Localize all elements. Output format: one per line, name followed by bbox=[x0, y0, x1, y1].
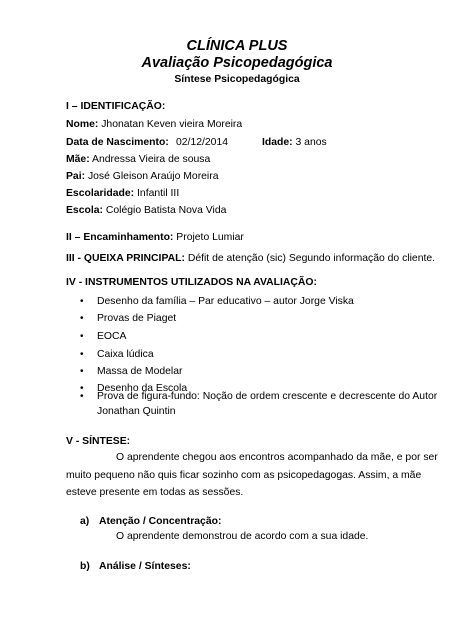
bullet-icon: • bbox=[80, 391, 84, 402]
sintese-line-1: O aprendente chegou aos encontros acompanhado da mãe, e por ser bbox=[116, 452, 438, 463]
clinic-name: CLÍNICA PLUS bbox=[186, 38, 288, 54]
bullet-icon: • bbox=[80, 366, 84, 377]
document-subtitle: Síntese Psicopedagógica bbox=[174, 74, 300, 85]
instrumento-item: Desenho da Escola bbox=[97, 383, 188, 394]
sintese-line-2: muito pequeno não quis ficar sozinho com as psicopedagogas. Assim, a mãe bbox=[66, 470, 422, 481]
escolaridade-row bbox=[66, 188, 179, 200]
idade-value: 3 anos bbox=[295, 137, 327, 148]
subsection-a-text: O aprendente demonstrou de acordo com a sua idade. bbox=[116, 531, 369, 542]
instrumento-item-continuation: Jonathan Quintin bbox=[97, 406, 176, 417]
instrumento-item: Massa de Modelar bbox=[97, 366, 183, 377]
escola-row bbox=[66, 205, 226, 217]
escolaridade-value: Infantil III bbox=[137, 188, 180, 199]
nome-value: Jhonatan Keven vieira Moreira bbox=[101, 119, 243, 130]
pai-value: José Gleison Araújo Moreira bbox=[87, 171, 219, 182]
queixa-row bbox=[66, 253, 435, 265]
instrumento-item: Desenho da família – Par educativo – autor Jorge Viska bbox=[97, 296, 354, 307]
subsection-b-heading: Análise / Sínteses: bbox=[99, 561, 191, 572]
identificacao-heading: I – IDENTIFICAÇÃO: bbox=[66, 101, 166, 112]
bullet-icon: • bbox=[80, 383, 84, 394]
instrumento-item: Provas de Piaget bbox=[97, 313, 177, 324]
subsection-b-marker: b) bbox=[80, 561, 90, 572]
idade-row bbox=[262, 137, 327, 149]
pai-row bbox=[66, 171, 218, 183]
encaminhamento-value: Projeto Lumiar bbox=[176, 232, 244, 243]
nome-row bbox=[66, 119, 242, 131]
bullet-icon: • bbox=[80, 296, 84, 307]
bullet-icon: • bbox=[80, 349, 84, 360]
nascimento-label: Data de Nascimento: bbox=[66, 137, 169, 148]
idade-label: Idade: bbox=[262, 137, 293, 148]
mae-value: Andressa Vieira de sousa bbox=[92, 154, 211, 165]
instrumento-item: Prova de figura-fundo: Noção de ordem crescente e decrescente do Autor bbox=[97, 391, 438, 402]
instrumento-item: EOCA bbox=[97, 331, 127, 342]
escolaridade-label: Escolaridade: bbox=[66, 188, 135, 199]
nascimento-value: 02/12/2014 bbox=[176, 137, 229, 148]
nome-label: Nome: bbox=[66, 119, 99, 130]
mae-label: Mãe: bbox=[66, 154, 90, 165]
escola-label: Escola: bbox=[66, 205, 103, 216]
sintese-line-3: esteve presente em todas as sessões. bbox=[66, 487, 244, 498]
instrumento-item: Caixa lúdica bbox=[97, 349, 154, 360]
bullet-icon: • bbox=[80, 313, 84, 324]
document-title: Avaliação Psicopedagógica bbox=[141, 55, 333, 71]
bullet-icon: • bbox=[80, 331, 84, 342]
sintese-heading: V - SÍNTESE: bbox=[66, 436, 131, 447]
instrumentos-heading: IV - INSTRUMENTOS UTILIZADOS NA AVALIAÇÃO: bbox=[66, 277, 317, 288]
encaminhamento-heading: II – Encaminhamento: bbox=[66, 232, 174, 243]
queixa-value: Défit de atenção (sic) Segundo informação do cliente. bbox=[187, 253, 436, 264]
queixa-heading: III - QUEIXA PRINCIPAL: bbox=[66, 253, 185, 264]
escola-value: Colégio Batista Nova Vida bbox=[105, 205, 227, 216]
mae-row bbox=[66, 154, 210, 166]
pai-label: Pai: bbox=[66, 171, 86, 182]
subsection-a-heading: Atenção / Concentração: bbox=[99, 516, 222, 527]
encaminhamento-row bbox=[66, 232, 244, 244]
subsection-a-marker: a) bbox=[80, 516, 90, 527]
